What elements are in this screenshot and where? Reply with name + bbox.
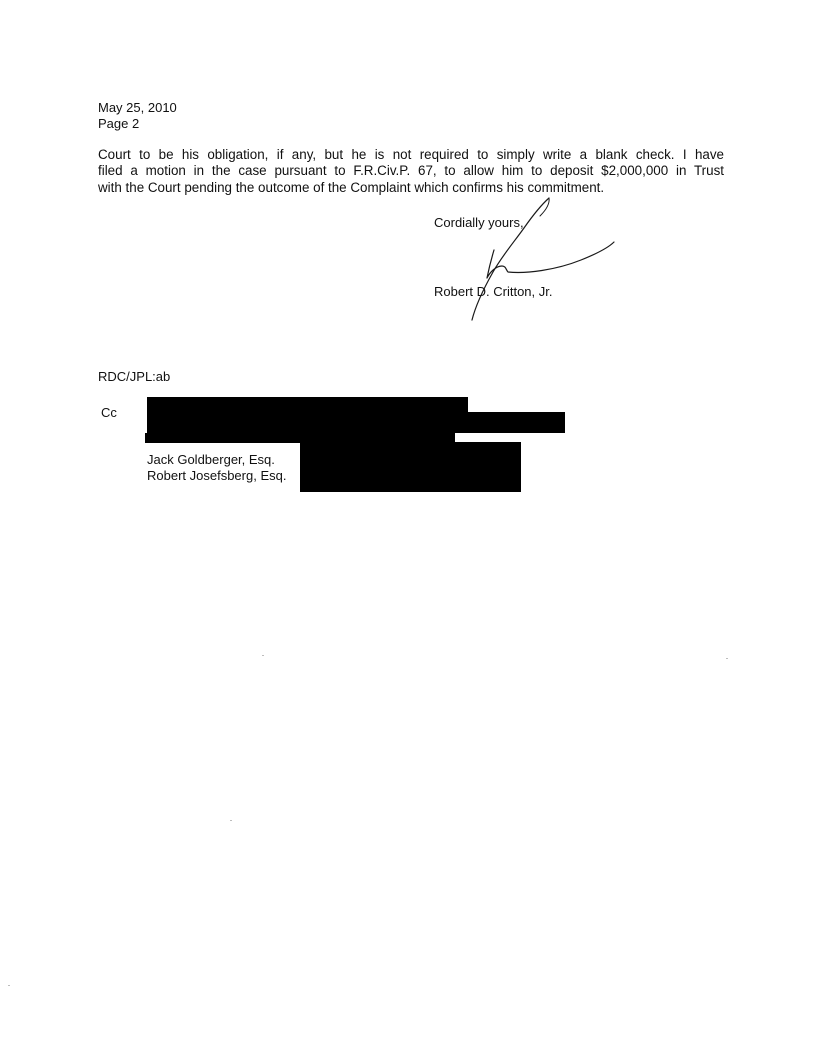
cc-recipient: Robert Josefsberg, Esq. <box>147 468 287 483</box>
typist-initials: RDC/JPL:ab <box>98 369 171 384</box>
redaction-block <box>147 397 468 412</box>
signer-name: Robert D. Critton, Jr. <box>434 284 553 299</box>
page-number: Page 2 <box>98 116 140 131</box>
cc-recipient: Jack Goldberger, Esq. <box>147 452 275 467</box>
scan-speck <box>8 985 10 986</box>
cc-label: Cc <box>101 405 117 420</box>
redaction-block <box>147 412 565 433</box>
body-line-1: Court to be his obligation, if any, but he is not required to simply write a blank check. I have <box>98 147 724 162</box>
handwritten-signature <box>436 192 626 326</box>
closing-salutation: Cordially yours, <box>434 215 524 230</box>
redaction-block <box>300 442 521 492</box>
scan-speck <box>262 655 264 656</box>
body-line-2: filed a motion in the case pursuant to F.R.Civ.P. 67, to allow him to deposit $2,000,000 in Trust <box>98 163 724 178</box>
scan-speck <box>726 658 728 659</box>
scan-speck <box>230 820 232 821</box>
letter-date: May 25, 2010 <box>98 100 177 115</box>
body-line-3: with the Court pending the outcome of the Complaint which confirms his commitment. <box>98 180 605 195</box>
